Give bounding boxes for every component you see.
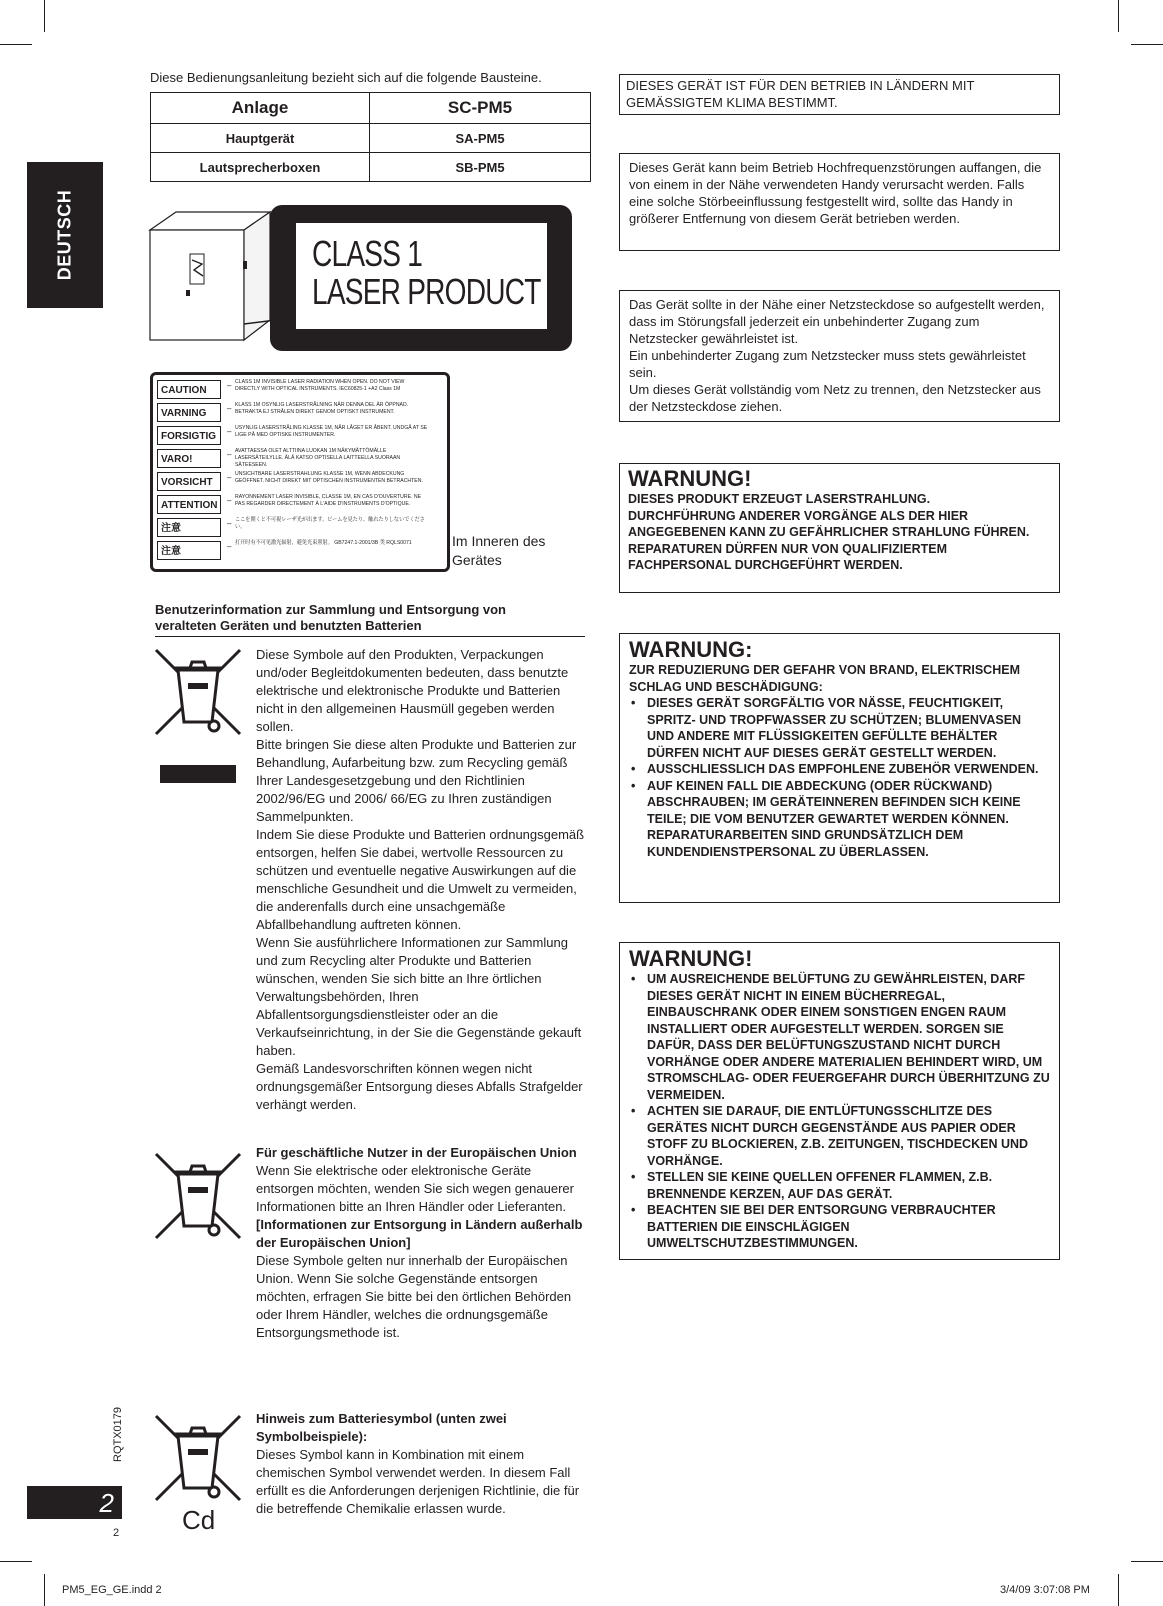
- warning-line: DIESES PRODUKT ERZEUGT LASERSTRAHLUNG.: [628, 492, 931, 506]
- disposal-paragraph: Gemäß Landesvorschriften können wegen nicht ordnungsgemäßer Entsorgung dieses Abfalls Strafgelder verhängt werden.: [256, 1061, 583, 1112]
- footer-date: 3/4/09 3:07:08 PM: [1000, 1584, 1090, 1596]
- crop-mark: [44, 1574, 45, 1606]
- table-row: [151, 93, 591, 124]
- warning-item: • BEACHTEN SIE BEI DER ENTSORGUNG VERBRAUCHTER BATTERIEN DIE EINSCHLÄGIGEN UMWELTSCHUTZBESTIMMUNGEN.: [629, 1202, 1053, 1252]
- battery-note-paragraph: Dieses Symbol kann in Kombination mit einem chemischen Symbol verwendet werden. In diesem Fall erfüllt es die Anforderungen derjenigen Richtlinie, die für die betreffende Chemikalie erlassen wurde.: [256, 1447, 580, 1516]
- battery-note-title: Hinweis zum Batteriesymbol (unten zwei Symbolbeispiele):: [256, 1411, 507, 1444]
- caution-row-text: CLASS 1M INVISIBLE LASER RADIATION WHEN OPEN. DO NOT VIEW DIRECTLY WITH OPTICAL INSTRUMENTS. IEC60825-1 +A2 Class 1M: [235, 379, 405, 392]
- caution-row-label: VORSICHT: [157, 472, 221, 491]
- warning-item: • STELLEN SIE KEINE QUELLEN OFFENER FLAMMEN, Z.B. BRENNENDE KERZEN, AUF DAS GERÄT.: [629, 1169, 1053, 1202]
- crossed-bin-icon: [152, 1412, 244, 1504]
- caution-row: 注意 – ここを開くと不可視レーザ光が出ます。ビームを見たり、触れたりしないでください。: [157, 517, 443, 539]
- table-header-cell: SC-PM5: [370, 93, 591, 124]
- rf-note: [619, 153, 1060, 251]
- device-illustration: [146, 208, 276, 343]
- laser-caution-label: [150, 372, 450, 572]
- business-users-title: Für geschäftliche Nutzer in der Europäischen Union: [256, 1145, 577, 1160]
- warning-body: [629, 971, 1053, 1252]
- crop-mark: [1131, 44, 1163, 45]
- table-cell: Lautsprecherboxen: [151, 153, 370, 182]
- caution-row-label: ATTENTION: [157, 495, 221, 514]
- crossed-bin-icon: [152, 1150, 244, 1242]
- caution-row-label: CAUTION: [157, 380, 221, 399]
- rf-note-text: Dieses Gerät kann beim Betrieb Hochfrequenzstörungen auffangen, die von einem in der Nähe verwendeten Handy verursacht werden. Falls eine solche Störbeeinflussung festgestellt wird, sollte das Handy in größerer Entfernung von diesem Gerät betrieben werden.: [629, 160, 1042, 226]
- caution-row: 注意 – 打开时有不可见激光辐射，避免光束照射。 GB7247.1-2001/3B 类 RQLS0071: [157, 540, 443, 562]
- crop-mark: [44, 0, 45, 32]
- inside-note-line: Im Inneren des: [452, 533, 546, 549]
- footer-file: PM5_EG_GE.indd 2: [62, 1584, 162, 1596]
- table-header-cell: Anlage: [151, 93, 370, 124]
- mains-note-paragraph: Das Gerät sollte in der Nähe einer Netzsteckdose so aufgestellt werden, dass im Störungsfall jederzeit ein unbehinderter Zugang zum Netzstecker gewährleistet ist.: [629, 297, 1045, 346]
- outside-eu-title: [Informationen zur Entsorgung in Ländern außerhalb der Europäischen Union]: [256, 1217, 583, 1250]
- mains-note-paragraph: Ein unbehinderter Zugang zum Netzstecker muss stets gewährleistet sein.: [629, 348, 1026, 380]
- ventilation-warning-box: [619, 942, 1060, 1260]
- crop-mark: [1131, 1561, 1163, 1562]
- warning-line: DURCHFÜHRUNG ANDERER VORGÄNGE ALS DER HIER ANGEGEBENEN KANN ZU GEFÄHRLICHER STRAHLUNG FÜHREN.: [628, 508, 1030, 539]
- chemical-symbol: Cd: [182, 1505, 216, 1535]
- climate-note: [619, 74, 1060, 115]
- crop-mark: [1118, 1574, 1119, 1606]
- caution-row-label: VARNING: [157, 403, 221, 422]
- caution-row: CAUTION – CLASS 1M INVISIBLE LASER RADIATION WHEN OPEN. DO NOT VIEW DIRECTLY WITH OPTICAL INSTRUMENTS. IEC60825-1 +A2 Class 1M: [157, 379, 443, 401]
- mains-note: [619, 290, 1060, 422]
- mains-note-paragraph: Um dieses Gerät vollständig vom Netz zu trennen, den Netzstecker aus der Netzsteckdose ziehen.: [629, 382, 1041, 414]
- table-cell: SA-PM5: [370, 124, 591, 153]
- caution-row: ATTENTION – RAYONNEMENT LASER INVISIBLE, CLASSE 1M, EN CAS D'OUVERTURE. NE PAS REGARDER DIRECTEMENT À L'AIDE D'INSTRUMENTS D'OPTIQUE.: [157, 494, 443, 516]
- page-number: 2: [99, 1488, 114, 1518]
- warning-item: • UM AUSREICHENDE BELÜFTUNG ZU GEWÄHRLEISTEN, DARF DIESES GERÄT NICHT IN EINEM BÜCHERREGAL, EINBAUSCHRANK ODER EINEM SONSTIGEN ENGEN RAUM INSTALLIERT ODER AUFGESTELLT WERDEN. SORGEN SIE DAFÜR, DASS DER BELÜFTUNGSZUSTAND NICHT DURCH VORHÄNGE ODER ANDERE MATERIALIEN BEHINDERT WIRD, UM STROMSCHLAG- ODER FEUERGEFAHR DURCH ÜBERHITZUNG ZU VERMEIDEN.: [629, 971, 1053, 1103]
- warning-title: WARNUNG!: [629, 946, 753, 971]
- caution-row-text: KLASS 1M OSYNLIG LASERSTRÅLNING NÄR DENNA DEL ÄR ÖPPNAD. BETRAKTA EJ STRÅLEN DIREKT GENOM OPTISKT INSTRUMENT.: [235, 402, 409, 415]
- disposal-paragraph: Bitte bringen Sie diese alten Produkte und Batterien zur Behandlung, Aufarbeitung bzw. zum Recycling gemäß Ihrer Landesgesetzgebung und den Richtlinien 2002/96/EG und 2006/ 66/EG zu Ihren zuständigen Sammelpunkten.: [256, 737, 577, 824]
- caution-row: VARO! – AVATTAESSA OLET ALTTIINA LUOKAN 1M NÄKYMÄTTÖMÄLLE LASERSÄTEILYLLE. ÄLÄ KATSO OPTISELLA LAITTEELLA SUORAAN SÄTEESEEN.: [157, 448, 443, 470]
- laser-product-label-inner: [296, 223, 547, 329]
- caution-row: VARNING – KLASS 1M OSYNLIG LASERSTRÅLNING NÄR DENNA DEL ÄR ÖPPNAD. BETRAKTA EJ STRÅLEN DIREKT GENOM OPTISKT INSTRUMENT.: [157, 402, 443, 424]
- warning-item: • DIESES GERÄT SORGFÄLTIG VOR NÄSSE, FEUCHTIGKEIT, SPRITZ- UND TROPFWASSER ZU SCHÜTZEN; BLUMENVASEN UND ANDERE MIT FLÜSSIGKEITEN GEFÜLLTE BEHÄLTER DÜRFEN NICHT AUF DIESES GERÄT GESTELLT WERDEN.: [629, 695, 1049, 761]
- page-number-box: [27, 1486, 122, 1519]
- table-row: [151, 153, 591, 182]
- fire-warning-box: [619, 633, 1060, 903]
- business-users-paragraph: Wenn Sie elektrische oder elektronische Geräte entsorgen möchten, wenden Sie sich wegen genauerer Informationen bitte an Ihren Händler oder Lieferanten.: [256, 1163, 574, 1214]
- disposal-paragraph: Wenn Sie ausführlichere Informationen zur Sammlung und zum Recycling alter Produkte und Batterien wünschen, wenden Sie sich bitte an Ihre örtlichen Verwaltungsbehörden, Ihren Abfallentsorgungsdienstleister oder an die Verkaufseinrichtung, in der Sie die Gegenstände gekauft haben.: [256, 935, 582, 1058]
- disposal-title-line: veralteten Geräten und benutzten Batterien: [155, 618, 422, 633]
- page-number-small: 2: [113, 1527, 120, 1539]
- inside-note: [452, 532, 545, 570]
- laser-class-text: CLASS 1: [312, 233, 423, 274]
- business-users-text: [256, 1144, 586, 1342]
- black-bar-icon: [160, 765, 236, 783]
- caution-row: FORSIGTIG – USYNLIG LASERSTRÅLING KLASSE 1M, NÅR LÅGET ER ÅBENT. UNDGÅ AT SE LIGE PÅ MED OPTISKE INSTRUMENTER.: [157, 425, 443, 447]
- warning-title: WARNUNG:: [629, 637, 753, 662]
- caution-row-label: 注意: [157, 518, 221, 537]
- section-divider: [155, 636, 585, 637]
- caution-row-text: USYNLIG LASERSTRÅLING KLASSE 1M, NÅR LÅGET ER ÅBENT. UNDGÅ AT SE LIGE PÅ MED OPTISKE INSTRUMENTER.: [235, 425, 428, 438]
- warning-lead: ZUR REDUZIERUNG DER GEFAHR VON BRAND, ELEKTRISCHEM SCHLAG UND BESCHÄDIGUNG:: [629, 663, 1020, 694]
- caution-row-label: 注意: [157, 541, 221, 560]
- language-tab: [27, 162, 103, 308]
- warning-body: [628, 491, 1049, 574]
- crop-mark: [1118, 0, 1119, 32]
- models-table: [150, 92, 591, 182]
- battery-note: [256, 1410, 586, 1518]
- disposal-title: [155, 602, 585, 634]
- intro-text: Diese Bedienungsanleitung bezieht sich auf die folgende Bausteine.: [150, 70, 542, 85]
- laser-product-text: LASER PRODUCT: [312, 271, 541, 312]
- warning-item: • ACHTEN SIE DARAUF, DIE ENTLÜFTUNGSSCHLITZE DES GERÄTES NICHT DURCH GEGENSTÄNDE AUS PAPIER ODER STOFF ZU BLOCKIEREN, Z.B. ZEITUNGEN, TISCHDECKEN UND VORHÄNGE.: [629, 1103, 1053, 1169]
- table-row: [151, 124, 591, 153]
- disposal-paragraph: Diese Symbole auf den Produkten, Verpackungen und/oder Begleitdokumenten bedeuten, dass benutzte elektrische und elektronische Produkte und Batterien nicht in den allgemeinen Hausmüll gegeben werden sollen.: [256, 647, 569, 734]
- warning-body: [629, 662, 1049, 860]
- caution-row: VORSICHT – UNSICHTBARE LASERSTRAHLUNG KLASSE 1M, WENN ABDECKUNG GEÖFFNET. NICHT DIREKT MIT OPTISCHEN INSTRUMENTEN BETRACHTEN.: [157, 471, 443, 493]
- caution-row-text: UNSICHTBARE LASERSTRAHLUNG KLASSE 1M, WENN ABDECKUNG GEÖFFNET. NICHT DIREKT MIT OPTISCHEN INSTRUMENTEN BETRACHTEN.: [235, 471, 423, 484]
- caution-row-text: ここを開くと不可視レーザ光が出ます。ビームを見たり、触れたりしないでください。: [235, 517, 425, 530]
- caution-row-text: 打开时有不可见激光辐射，避免光束照射。 GB7247.1-2001/3B 类 RQLS0071: [235, 540, 412, 546]
- table-cell: Hauptgerät: [151, 124, 370, 153]
- caution-row-text: RAYONNEMENT LASER INVISIBLE, CLASSE 1M, EN CAS D'OUVERTURE. NE PAS REGARDER DIRECTEMENT À L'AIDE D'INSTRUMENTS D'OPTIQUE.: [235, 494, 422, 507]
- caution-row-label: VARO!: [157, 449, 221, 468]
- caution-row-label: FORSIGTIG: [157, 426, 221, 445]
- disposal-title-line: Benutzerinformation zur Sammlung und Entsorgung von: [155, 602, 506, 617]
- warning-line: REPARATUREN DÜRFEN NUR VON QUALIFIZIERTEM FACHPERSONAL DURCHGEFÜHRT WERDEN.: [628, 541, 947, 572]
- crossed-bin-icon: [152, 646, 244, 738]
- warning-item: • AUSSCHLIESSLICH DAS EMPFOHLENE ZUBEHÖR VERWENDEN.: [629, 761, 1049, 778]
- climate-note-text: DIESES GERÄT IST FÜR DEN BETRIEB IN LÄNDERN MIT GEMÄSSIGTEM KLIMA BESTIMMT.: [626, 78, 975, 110]
- language-tab-label: DEUTSCH: [54, 189, 75, 281]
- doc-code: RQTX0179: [112, 1406, 124, 1462]
- caution-row-text: AVATTAESSA OLET ALTTIINA LUOKAN 1M NÄKYMÄTTÖMÄLLE LASERSÄTEILYLLE. ÄLÄ KATSO OPTISELLA LAITTEELLA SUORAAN SÄTEESEEN.: [235, 448, 401, 468]
- inside-note-line: Gerätes: [452, 552, 502, 568]
- warning-item: • AUF KEINEN FALL DIE ABDECKUNG (ODER RÜCKWAND) ABSCHRAUBEN; IM GERÄTEINNEREN BEFINDEN SICH KEINE TEILE; DIE VOM BENUTZER GEWARTET WERDEN KÖNNEN. REPARATURARBEITEN SIND GRUNDSÄTZLICH DEM KUNDENDIENSTPERSONAL ZU ÜBERLASSEN.: [629, 778, 1049, 861]
- disposal-text: [256, 646, 586, 1114]
- outside-eu-paragraph: Diese Symbole gelten nur innerhalb der Europäischen Union. Wenn Sie solche Gegenstände entsorgen möchten, erfragen Sie bitte bei den örtlichen Behörden oder Ihrem Händler, welches die ordnungsgemäße Entsorgungsmethode ist.: [256, 1253, 572, 1340]
- laser-warning-box: [619, 463, 1060, 593]
- disposal-paragraph: Indem Sie diese Produkte und Batterien ordnungsgemäß entsorgen, helfen Sie dabei, wertvolle Ressourcen zu schützen und eventuelle negative Auswirkungen auf die menschliche Gesundheit und die Umwelt zu vermeiden, die anderenfalls durch eine unsachgemäße Abfallbehandlung auftreten können.: [256, 827, 585, 932]
- table-cell: SB-PM5: [370, 153, 591, 182]
- warning-title: WARNUNG!: [628, 466, 752, 491]
- crop-mark: [0, 1561, 32, 1562]
- crop-mark: [0, 44, 32, 45]
